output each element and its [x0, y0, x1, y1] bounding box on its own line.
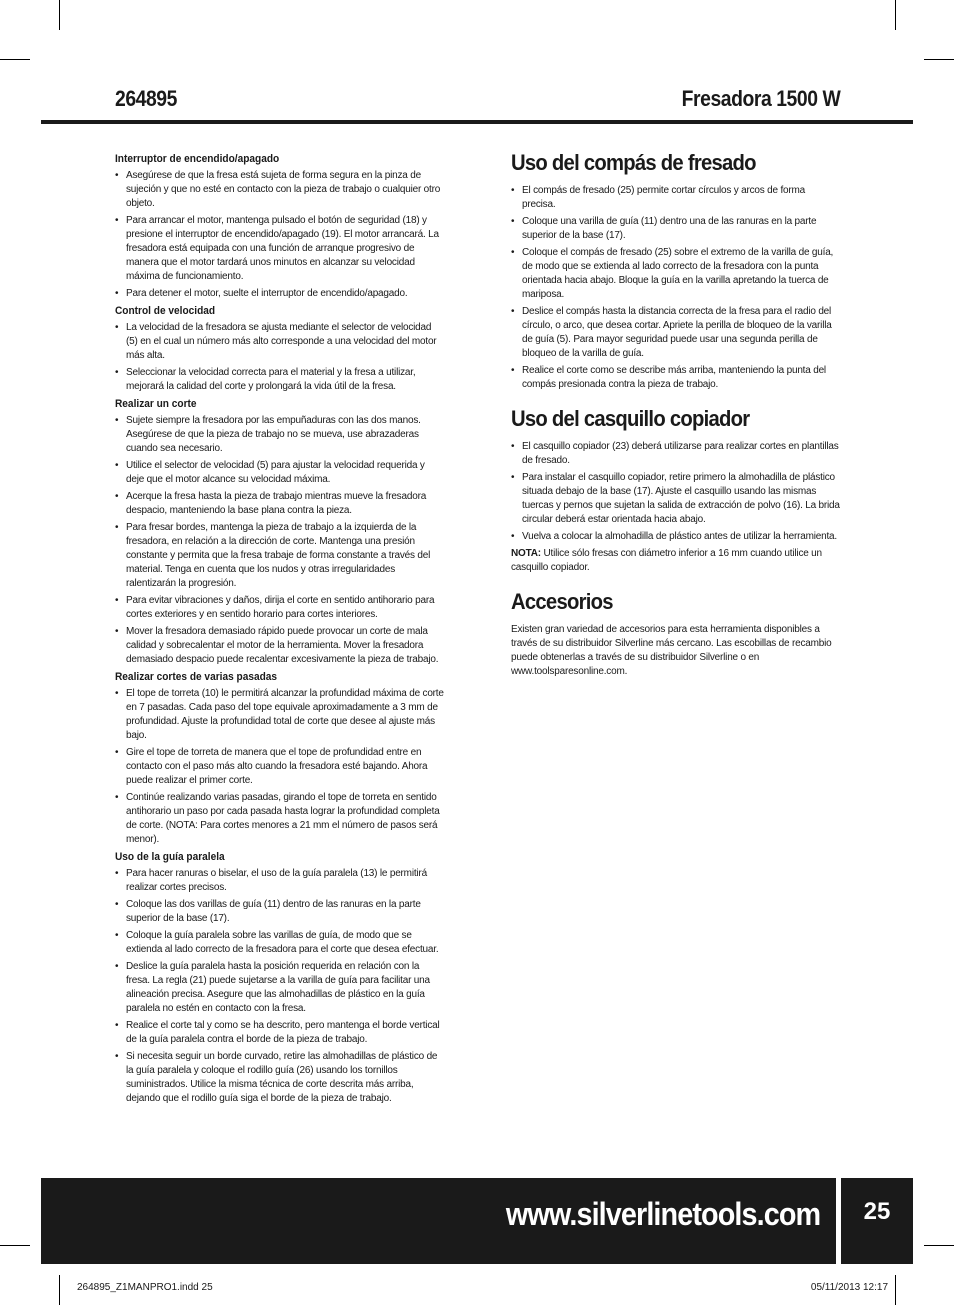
accesorios-text: Existen gran variedad de accesorios para esta herramienta disponibles a través de su distribuidor Silverline más cercano. Las escobillas de recambio puede obtenerlas a través de su distribuidor Silverline o en www.toolsparesonline.com. — [511, 624, 832, 677]
file-slug: 264895_Z1MANPRO1.indd 25 — [77, 1282, 213, 1293]
list-item: • Para instalar el casquillo copiador, retire primero la almohadilla de plástico situada debajo de la base (17). Ajuste el casquillo usando las mismas tuercas y pernos que sujetan la salida de extracción de polvo (16). La brida circular deberá estar orientada hacia abajo. — [511, 471, 841, 527]
casquillo-list — [511, 440, 841, 544]
compas-list — [511, 184, 841, 392]
bullet-list — [115, 867, 445, 1106]
page-title: Fresadora 1500 W — [681, 86, 840, 111]
bullet-list — [115, 414, 445, 667]
crop-mark — [924, 59, 954, 60]
page-number-box — [841, 1178, 913, 1264]
list-item: • Para evitar vibraciones y daños, dirija el corte en sentido antihorario para cortes exteriores y en sentido horario para cortes interiores. — [115, 594, 445, 622]
list-item: • Deslice la guía paralela hasta la posición requerida en relación con la fresa. La regla (21) puede sujetarse a la varilla de guía para facilitar una alineación precisa. Asegure que las almohadillas de plástico en la guía paralela no estén en contacto con la fresa. — [115, 960, 445, 1016]
bullet-list — [115, 321, 445, 394]
crop-mark — [895, 0, 896, 30]
list-item: • Gire el tope de torreta de manera que el tope de profundidad entre en contacto con el paso más alto cuando la fresadora esté bajando. Ahora puede realizar el primer corte. — [115, 746, 445, 788]
crop-mark — [59, 0, 60, 30]
list-item: • Coloque una varilla de guía (11) dentro una de las ranuras en la parte superior de la base (17). — [511, 215, 841, 243]
list-item: • Mover la fresadora demasiado rápido puede provocar un corte de mala calidad y sobrecalentar el motor de la herramienta. Mover la fresadora demasiado despacio puede recalentar excesivamente la pieza de trabajo. — [115, 625, 445, 667]
crop-mark — [0, 59, 30, 60]
website-link[interactable]: www.silverlinetools.com — [505, 1196, 820, 1232]
list-item: • La velocidad de la fresadora se ajusta mediante el selector de velocidad (5) en el cual un número más alto corresponde a una velocidad del motor más alta. — [115, 321, 445, 363]
list-item: • Continúe realizando varias pasadas, girando el tope de torreta en sentido antihorario un paso por cada pasada hasta lograr la profundidad completa de corte. (NOTA: Para cortes menores a 21 mm el número de pasos será menor). — [115, 791, 445, 847]
list-item: • Para detener el motor, suelte el interruptor de encendido/apagado. — [115, 287, 445, 301]
list-item: • El tope de torreta (10) le permitirá alcanzar la profundidad máxima de corte en 7 pasadas. Cada paso del tope equivale aproximadamente a 3 mm de profundidad. Ajuste la profundidad total de corte que desee al ajuste más bajo. — [115, 687, 445, 743]
list-item: • El casquillo copiador (23) deberá utilizarse para realizar cortes en plantillas de fresado. — [511, 440, 841, 468]
subsection-heading: Uso de la guía paralela — [115, 851, 225, 863]
product-code: 264895 — [115, 86, 177, 111]
header-rule — [41, 120, 913, 124]
date-slug: 05/11/2013 12:17 — [810, 1282, 888, 1293]
subsection-heading: Realizar un corte — [115, 398, 197, 410]
list-item: • Si necesita seguir un borde curvado, retire las almohadillas de plástico de la guía paralela y coloque el rodillo guía (26) usando los tornillos suministrados. Utilice la misma técnica de corte descrita más arriba, dejando que el rodillo guía siga el borde de la pieza de trabajo. — [115, 1050, 445, 1106]
list-item: • Para hacer ranuras o biselar, el uso de la guía paralela (13) le permitirá realizar cortes precisos. — [115, 867, 445, 895]
list-item: • Coloque el compás de fresado (25) sobre el extremo de la varilla de guía, de modo que se extienda al lado correcto de la fresadora con la punta orientada hacia abajo. Bloque la guía en la varilla apretando la tuerca de mariposa. — [511, 246, 841, 302]
list-item: • Vuelva a colocar la almohadilla de plástico antes de utilizar la herramienta. — [511, 530, 841, 544]
list-item: • Coloque las dos varillas de guía (11) dentro de las ranuras en la parte superior de la base (17). — [115, 898, 445, 926]
section-title-accesorios: Accesorios — [511, 589, 613, 614]
list-item: • El compás de fresado (25) permite cortar círculos y arcos de forma precisa. — [511, 184, 841, 212]
bullet-list — [115, 169, 445, 301]
subsection-heading: Interruptor de encendido/apagado — [115, 153, 280, 165]
crop-mark — [895, 1275, 896, 1305]
list-item: • Seleccionar la velocidad correcta para el material y la fresa a utilizar, mejorará la calidad del corte y prolongará la vida útil de la fresa. — [115, 366, 445, 394]
list-item: • Para arrancar el motor, mantenga pulsado el botón de seguridad (18) y presione el interruptor de encendido/apagado (19). El motor arrancará. La fresadora está equipada con una función de arranque progresivo de manera que el motor tardará unos minutos en alcanzar su velocidad máxima de funcionamiento. — [115, 214, 445, 284]
footer-band — [41, 1178, 836, 1264]
list-item: • Realice el corte tal y como se ha descrito, pero mantenga el borde vertical de la guía paralela contra el borde de la pieza de trabajo. — [115, 1019, 445, 1047]
page-number: 25 — [863, 1198, 891, 1225]
subsection-heading: Realizar cortes de varias pasadas — [115, 671, 278, 683]
left-column — [115, 150, 445, 1109]
list-item: • Sujete siempre la fresadora por las empuñaduras con las dos manos. Asegúrese de que la pieza de trabajo no se mueva, use abrazaderas cuando sea necesario. — [115, 414, 445, 456]
list-item: • Acerque la fresa hasta la pieza de trabajo mientras mueve la fresadora despacio, manteniendo la base plana contra la pieza. — [115, 490, 445, 518]
crop-mark — [59, 1275, 60, 1305]
crop-mark — [0, 1245, 30, 1246]
section-title-casquillo: Uso del casquillo copiador — [511, 406, 750, 431]
note-label: NOTA: — [511, 548, 541, 559]
list-item: • Utilice el selector de velocidad (5) para ajustar la velocidad requerida y deje que el motor alcance su velocidad máxima. — [115, 459, 445, 487]
list-item: • Coloque la guía paralela sobre las varillas de guía, de modo que se extienda al lado correcto de la fresadora para el corte que desea efectuar. — [115, 929, 445, 957]
section-title-compas: Uso del compás de fresado — [511, 150, 756, 175]
note-paragraph — [511, 547, 841, 575]
list-item: • Realice el corte como se describe más arriba, manteniendo la punta del compás presionada contra la pieza de trabajo. — [511, 364, 841, 392]
list-item: • Asegúrese de que la fresa está sujeta de forma segura en la pinza de sujeción y que no esté en contacto con la pieza de trabajo o cualquier otro objeto. — [115, 169, 445, 211]
note-text: Utilice sólo fresas con diámetro inferior a 16 mm cuando utilice un casquillo copiador. — [511, 548, 822, 573]
right-column — [511, 150, 841, 679]
bullet-list — [115, 687, 445, 847]
list-item: • Deslice el compás hasta la distancia correcta de la fresa para el radio del círculo, o arco, que desea cortar. Apriete la perilla de bloqueo de la varilla de guía (5). Para mayor seguridad puede usar una segunda perilla de bloqueo de la varilla de guía. — [511, 305, 841, 361]
subsection-heading: Control de velocidad — [115, 305, 216, 317]
list-item: • Para fresar bordes, mantenga la pieza de trabajo a la izquierda de la fresadora, en relación a la dirección de corte. Mantenga una presión constante y permita que la fresa trabaje de forma constante a través del material. Tenga en cuenta que los nudos y otras irregularidades ralentizarán la progresión. — [115, 521, 445, 591]
crop-mark — [924, 1245, 954, 1246]
